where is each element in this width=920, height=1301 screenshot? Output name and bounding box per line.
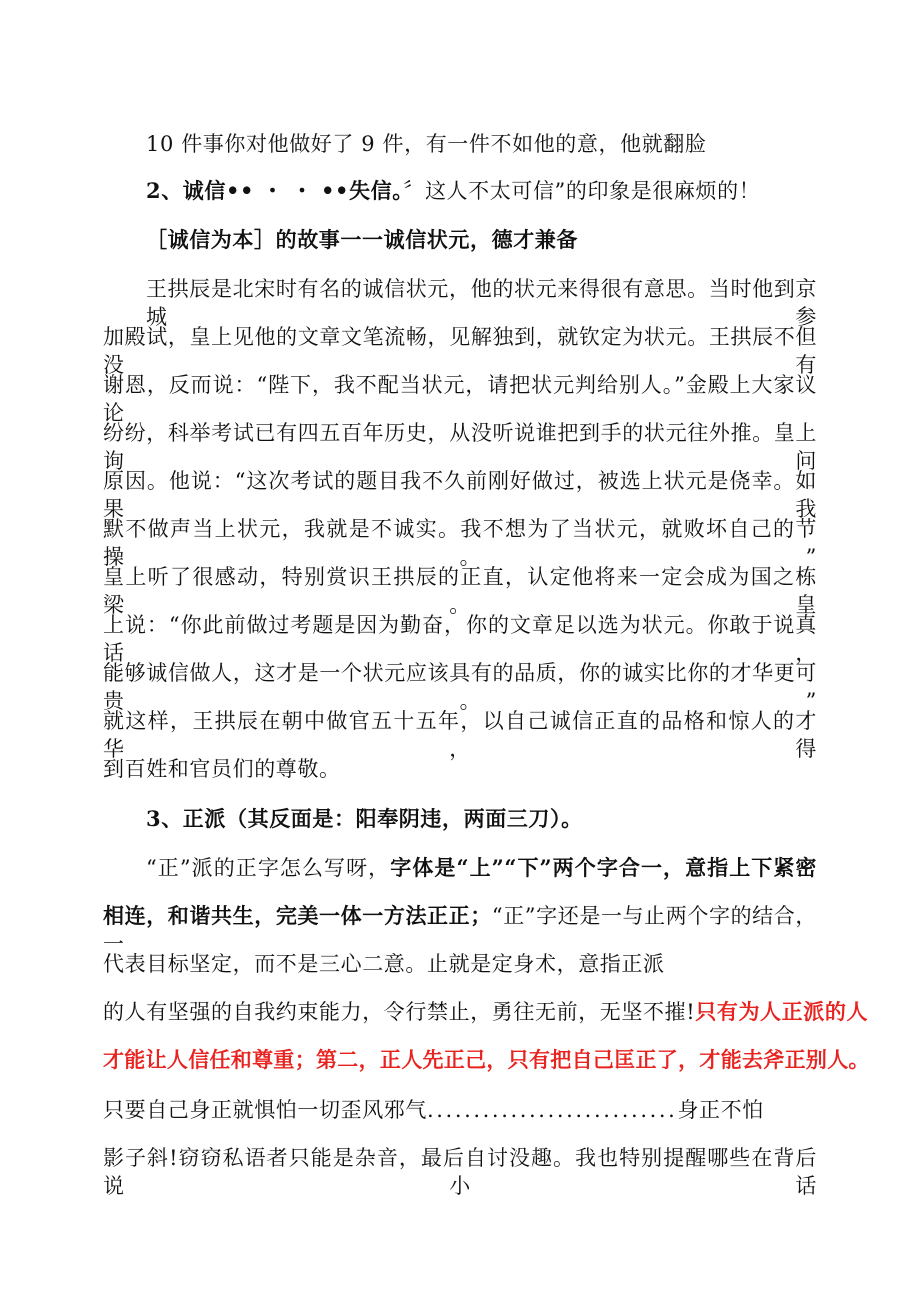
upright-line-6 [103,1096,764,1124]
upright-line-1-bold: 字体是“上”“下”两个字合一，意指上下紧密 [390,855,817,880]
upright-line-6-end: 身正不怕 [677,1098,764,1122]
story-line-2: 加殿试，皇上见他的文章文笔流畅，见解独到，就钦定为状元。王拱辰不但没有 [103,325,817,377]
heading-integrity-rest: 〞这人不太可信”的印象是很麻烦的！ [403,179,761,203]
story-line-11: 到百姓和官员们的尊敬。 [103,757,341,781]
upright-line-4 [103,998,868,1026]
story-line-7: 皇上听了很感动，特别赏识王拱辰的正直，认定他将来一定会成为国之栋梁。皇 [103,565,817,617]
heading-integrity-number: 2、诚信 [146,178,227,203]
upright-line-2-normal: “正”字还是一与止两个字的结合，一 [103,904,817,956]
upright-line-3: 代表目标坚定，而不是三心二意。止就是定身术，意指正派 [103,952,665,976]
upright-line-7: 影子斜!窃窃私语者只能是杂音，最后自讨没趣。我也特别提醒哪些在背后说小话 [103,1146,817,1198]
story-line-1: 王拱辰是北宋时有名的诚信状元，他的状元来得很有意思。当时他到京城参 [146,277,817,329]
story-line-4: 纷纷，科举考试已有四五百年历史，从没听说谁把到手的状元往外推。皇上询问 [103,421,817,473]
story-line-9: 能够诚信做人，这才是一个状元应该具有的品质，你的诚实比你的才华更可贵。” [103,661,817,713]
upright-line-2 [103,902,817,956]
upright-line-4-red: 只有为人正派的人 [695,999,869,1024]
story-line-6: 默不做声当上状元，我就是不诚实。我不想为了当状元，就败坏自己的节操。” [103,517,817,569]
story-line-5: 原因。他说：“这次考试的题目我不久前刚好做过，被选上状元是侥幸。如果我 [103,469,817,521]
heading-integrity [146,177,760,205]
upright-line-4-normal: 的人有坚强的自我约束能力，令行禁止，勇往无前，无坚不摧! [103,1000,696,1024]
text-line-1: 10 件事你对他做好了 9 件，有一件不如他的意，他就翻脸 [146,132,707,156]
heading-integrity-bold: 失信。 [349,178,404,203]
upright-line-6-normal: 只要自己身正就惧怕一切歪风邪气 [103,1098,427,1122]
heading-upright: 3、正派（其反面是：阳奉阴违，两面三刀）。 [146,806,583,831]
story-line-8: 上说：“你此前做过考题是因为勤奋，你的文章足以选为状元。你敢于说真话， [103,613,817,665]
heading-integrity-dots: •• ・ ・ •• [226,178,350,203]
story-line-3: 谢恩，反而说：“陛下，我不配当状元，请把状元判给别人。”金殿上大家议论 [103,373,817,425]
upright-line-2-bold: 相连，和谐共生，完美一体一方法正正； [103,903,492,928]
upright-line-5-red: 才能让人信任和尊重；第二，正人先正己，只有把自己匡正了，才能去斧正别人。 [103,1047,870,1072]
upright-line-1-normal: “正”派的正字怎么写呀， [146,856,391,880]
upright-line-6-dots: ........................... [427,1098,678,1122]
story-title: ［诚信为本］的故事一一诚信状元，德才兼备 [146,227,578,252]
upright-line-1 [146,854,817,882]
story-line-10: 就这样，王拱辰在朝中做官五十五年，以自己诚信正直的品格和惊人的才华，得 [103,709,817,761]
